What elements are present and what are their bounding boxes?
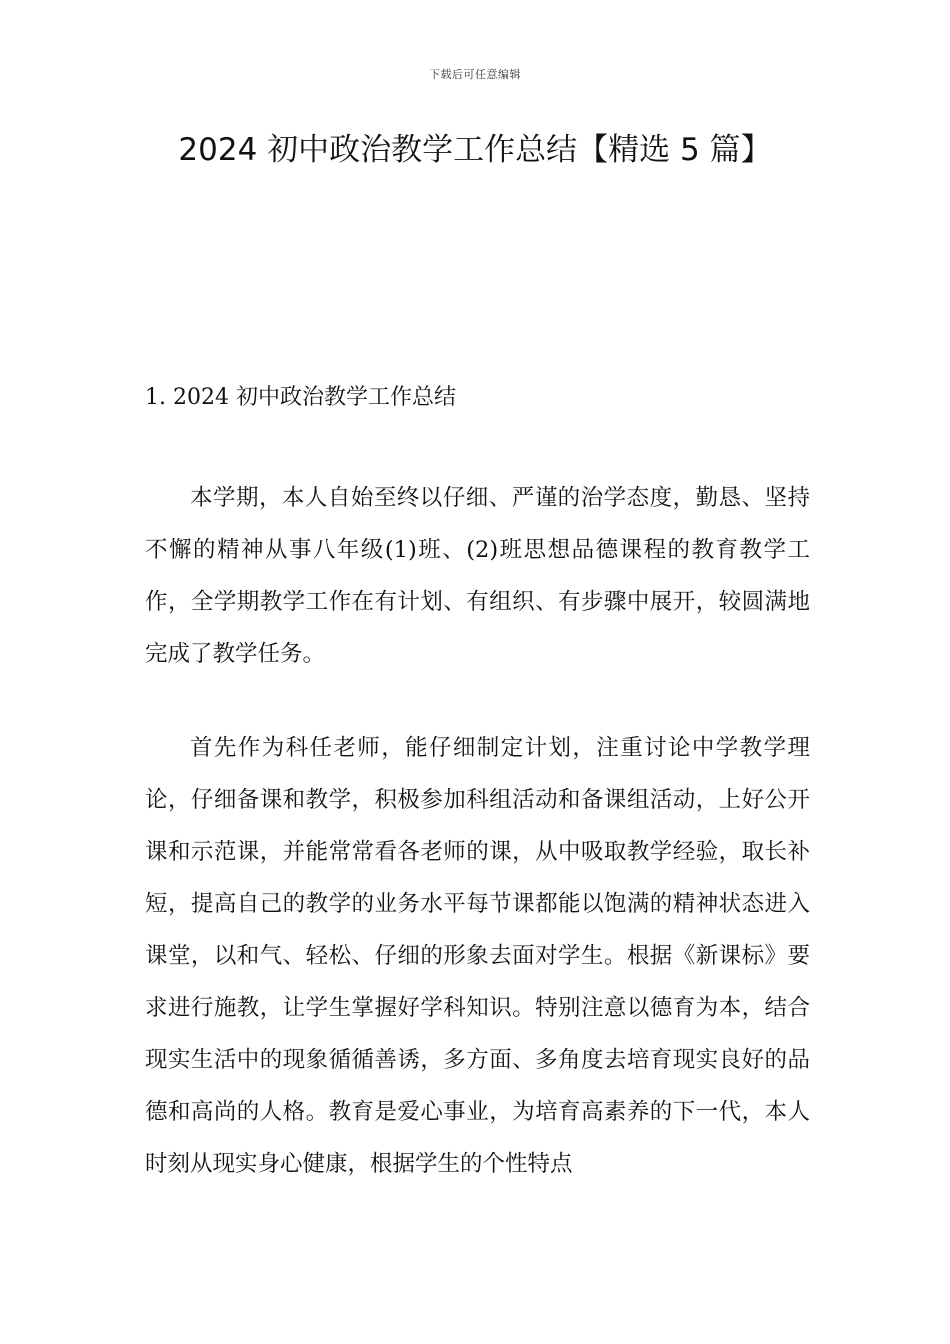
section-heading: 1. 2024 初中政治教学工作总结: [145, 385, 456, 410]
header-note: 下载后可任意编辑: [429, 68, 521, 81]
body-paragraph-1: 本学期，本人自始至终以仔细、严谨的治学态度，勤恳、坚持不懈的精神从事八年级(1)班、(2)班思想品德课程的教育教学工作，全学期教学工作在有计划、有组织、有步骤中展开，较圆满地完成了教学任务。: [145, 485, 810, 667]
document-title: 2024 初中政治教学工作总结【精选 5 篇】: [178, 132, 772, 168]
body-paragraph-2: 首先作为科任老师，能仔细制定计划，注重讨论中学教学理论，仔细备课和教学，积极参加科组活动和备课组活动，上好公开课和示范课，并能常常看各老师的课，从中吸取教学经验，取长补短，提高自己的教学的业务水平每节课都能以饱满的精神状态进入课堂，以和气、轻松、仔细的形象去面对学生。根据《新课标》要求进行施教，让学生掌握好学科知识。特别注意以德育为本，结合现实生活中的现象循循善诱，多方面、多角度去培育现实良好的品德和高尚的人格。教育是爱心事业，为培育高素养的下一代，本人时刻从现实身心健康，根据学生的个性特点: [145, 735, 810, 1177]
